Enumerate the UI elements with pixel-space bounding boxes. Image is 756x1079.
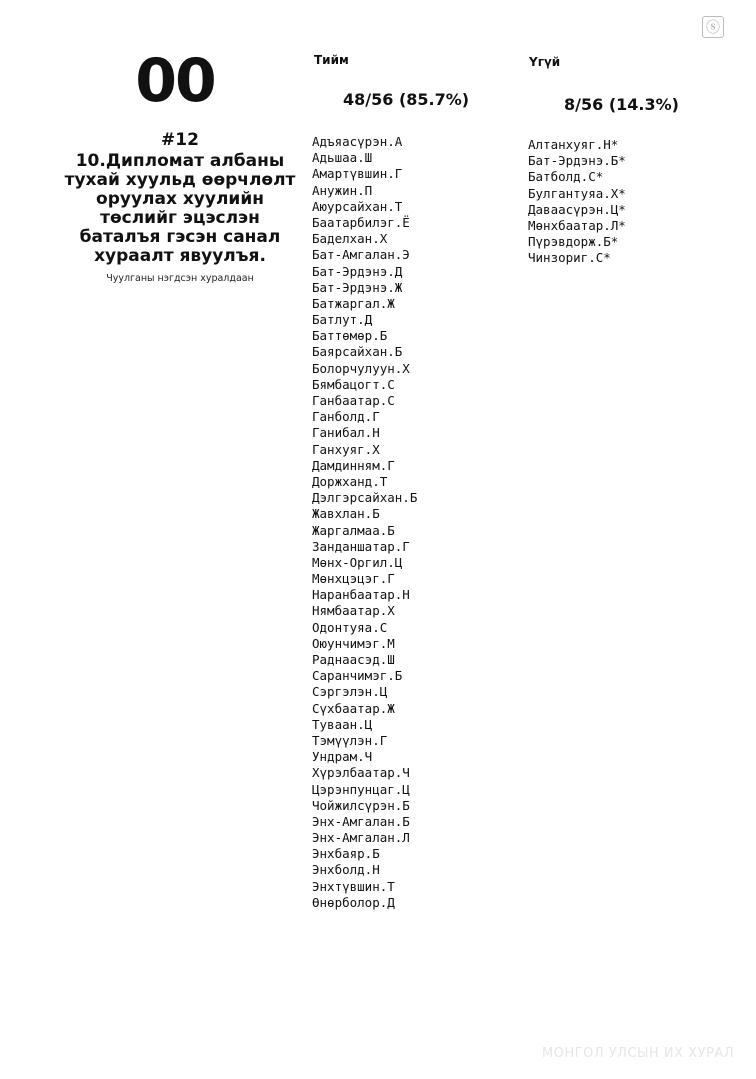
session-label: Чуулганы нэгдсэн хуралдаан bbox=[106, 273, 254, 284]
voter-name: Оюунчимэг.М bbox=[312, 635, 395, 651]
voter-name: Одонтуяа.С bbox=[312, 619, 388, 635]
voter-name: Баярсайхан.Б bbox=[312, 344, 403, 360]
voter-name: Дамдинням.Г bbox=[312, 457, 395, 473]
voter-name: Мөнх-Оргил.Ц bbox=[312, 554, 403, 570]
voter-name: Бат-Эрдэнэ.Ж bbox=[312, 279, 403, 295]
voter-name: Чинзориг.С* bbox=[528, 250, 611, 266]
voter-name: Наранбаатар.Н bbox=[312, 587, 410, 603]
voter-name: Ганболд.Г bbox=[312, 409, 380, 425]
voter-name: Бат-Амгалан.Э bbox=[312, 247, 410, 263]
yes-voter-list bbox=[312, 134, 417, 911]
no-column-header: Үгүй bbox=[529, 55, 561, 69]
voter-name: Сэргэлэн.Ц bbox=[312, 684, 388, 700]
voter-name: Амартүвшин.Г bbox=[312, 166, 403, 182]
voter-name: Өнөрболор.Д bbox=[312, 894, 395, 910]
voter-name: Мөнхцэцэг.Г bbox=[312, 571, 395, 587]
voter-name: Энхтүвшин.Т bbox=[312, 878, 395, 894]
voter-name: Бямбацогт.С bbox=[312, 376, 395, 392]
voter-name: Батболд.С* bbox=[528, 169, 604, 185]
voter-name: Занданшатар.Г bbox=[312, 538, 410, 554]
voter-name: Батжаргал.Ж bbox=[312, 295, 395, 311]
voter-name: Дэлгэрсайхан.Б bbox=[312, 490, 418, 506]
voter-name: Нямбаатар.Х bbox=[312, 603, 395, 619]
voter-name: Чойжилсүрэн.Б bbox=[312, 797, 410, 813]
voter-name: Сүхбаатар.Ж bbox=[312, 700, 395, 716]
voter-name: Анужин.П bbox=[312, 182, 373, 198]
voter-name: Ганибал.Н bbox=[312, 425, 380, 441]
voter-name: Энх-Амгалан.Б bbox=[312, 813, 410, 829]
voter-name: Булгантуяа.Х* bbox=[528, 185, 626, 201]
no-voter-list bbox=[528, 137, 626, 267]
voter-name: Баатарбилэг.Ё bbox=[312, 214, 410, 230]
voter-name: Бат-Эрдэнэ.Д bbox=[312, 263, 403, 279]
voter-name: Саранчимэг.Б bbox=[312, 668, 403, 684]
voter-name: Баделхан.Х bbox=[312, 231, 388, 247]
voter-name: Пүрэвдорж.Б* bbox=[528, 234, 619, 250]
voter-name: Ундрам.Ч bbox=[312, 749, 373, 765]
motion-number: #12 bbox=[161, 130, 199, 150]
voter-name: Раднаасэд.Ш bbox=[312, 652, 395, 667]
voter-name: Бат-Эрдэнэ.Б* bbox=[528, 153, 626, 169]
voter-name: Цэрэнпунцаг.Ц bbox=[312, 781, 410, 797]
voter-name: Хүрэлбаатар.Ч bbox=[312, 765, 410, 781]
voter-name: Болорчулуун.Х bbox=[312, 360, 410, 376]
voter-name: Даваасүрэн.Ц* bbox=[528, 201, 626, 217]
voter-name: Тэмүүлэн.Г bbox=[312, 732, 388, 748]
voter-name: Адьшаа.Ш bbox=[312, 150, 373, 166]
voter-name: Алтанхуяг.Н* bbox=[528, 137, 619, 152]
voter-name: Аюурсайхан.Т bbox=[312, 198, 403, 214]
voter-name: Жаргалмаа.Б bbox=[312, 522, 395, 538]
voter-name: Энхболд.Н bbox=[312, 862, 380, 878]
voter-name: Доржханд.Т bbox=[312, 473, 388, 489]
voter-name: Ганбаатар.С bbox=[312, 393, 395, 408]
voter-name: Мөнхбаатар.Л* bbox=[528, 217, 626, 233]
voter-name: Энх-Амгалан.Л bbox=[312, 830, 410, 846]
voter-name: Энхбаяр.Б bbox=[312, 846, 380, 862]
yes-column-header: Тийм bbox=[314, 53, 349, 67]
voter-name: Баттөмөр.Б bbox=[312, 328, 388, 344]
voter-name: Батлут.Д bbox=[312, 312, 373, 328]
voter-name: Туваан.Ц bbox=[312, 716, 373, 732]
voter-name: Жавхлан.Б bbox=[312, 506, 380, 522]
session-number: 00 bbox=[135, 46, 215, 116]
no-tally: 8/56 (14.3%) bbox=[564, 95, 679, 114]
corner-stamp-icon: ⓢ bbox=[702, 16, 724, 38]
voter-name: Ганхуяг.Х bbox=[312, 441, 380, 457]
voter-name: Адъяасүрэн.А bbox=[312, 134, 403, 149]
motion-text: 10.Дипломат албаны тухай хуульд өөрчлөлт оруулах хуулийн төслийг эцэслэн баталъя гэсэн санал хураалт явуулъя. bbox=[64, 151, 296, 266]
footer-watermark: МОНГОЛ УЛСЫН ИХ ХУРАЛ bbox=[541, 1046, 734, 1061]
motion-block bbox=[60, 128, 300, 284]
yes-tally: 48/56 (85.7%) bbox=[343, 90, 470, 109]
